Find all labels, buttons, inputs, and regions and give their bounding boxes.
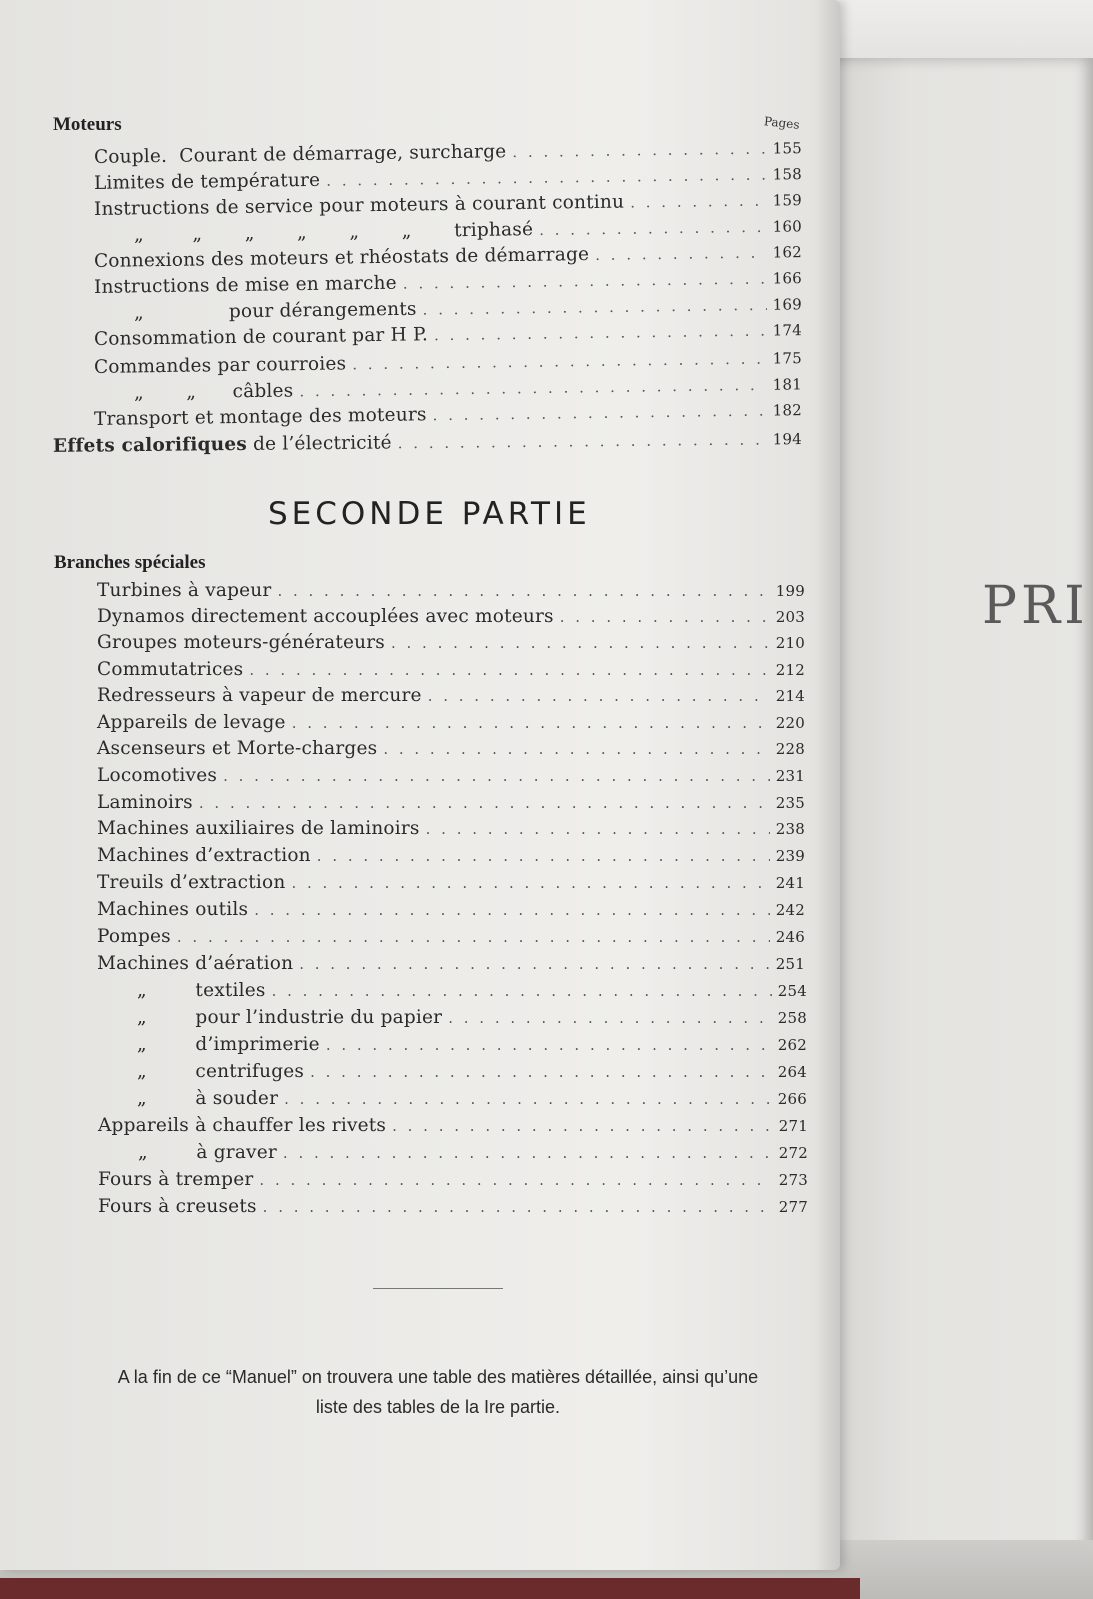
toc-row (137, 1061, 807, 1087)
toc-page: 228 (775, 740, 805, 758)
toc-label: Appareils à chauffer les rivets (98, 1115, 387, 1136)
toc-row (98, 1115, 808, 1141)
toc-row (98, 1169, 808, 1195)
toc-label: Limites de température (93, 169, 321, 194)
toc-label: Turbines à vapeur (97, 580, 272, 601)
toc-row (97, 685, 805, 711)
right-page (830, 58, 1093, 1558)
toc-row (137, 1034, 807, 1060)
part-heading: SECONDE PARTIE (268, 496, 591, 532)
toc-label: Pompes (97, 926, 171, 947)
toc-page: 175 (772, 349, 803, 368)
toc-label: Machines d’extraction (97, 845, 311, 866)
toc-label: „ pour dérangements (133, 298, 417, 324)
toc-label: Couple. Courant de démarrage, surcharge (93, 141, 507, 168)
toc-label: de l’électricité (246, 432, 392, 455)
toc-page: 158 (772, 165, 803, 184)
toc-page: 266 (777, 1090, 807, 1108)
toc-label: Dynamos directement accouplées avec moteurs (97, 606, 554, 627)
toc-label: Appareils de levage (97, 712, 286, 733)
toc-label: Commutatrices (97, 659, 244, 680)
toc-page: 239 (775, 847, 805, 865)
toc-row (97, 712, 805, 738)
toc-page: 169 (772, 295, 803, 314)
toc-label: Instructions de mise en marche (93, 272, 398, 298)
toc-label: Laminoirs (97, 792, 193, 813)
toc-label: „ à graver (138, 1142, 277, 1163)
right-page-title: PRI (982, 576, 1089, 636)
toc-page: 160 (772, 217, 803, 236)
toc-row (97, 738, 805, 764)
toc-page: 277 (778, 1198, 808, 1216)
toc-row (97, 792, 805, 818)
toc-label: „ „ „ „ „ „ triphasé (133, 219, 534, 246)
toc-page: 264 (777, 1063, 807, 1081)
toc-row (97, 845, 805, 871)
toc-row (97, 818, 805, 844)
toc-row (97, 606, 805, 632)
toc-page: 166 (772, 269, 803, 288)
toc-label: Fours à tremper (98, 1169, 254, 1190)
toc-label: Machines outils (97, 899, 249, 920)
toc-page: 199 (775, 582, 805, 600)
toc-row (97, 899, 805, 925)
toc-page: 271 (778, 1117, 808, 1135)
footnote-line-1: A la fin de ce “Manuel” on trouvera une table des matières détaillée, ainsi qu’une (117, 1367, 759, 1387)
toc-row (97, 659, 805, 685)
toc-page: 235 (775, 794, 805, 812)
toc-label: Fours à creusets (98, 1196, 257, 1217)
toc-label: Ascenseurs et Morte-charges (97, 738, 378, 759)
footnote (58, 1362, 818, 1422)
toc-page: 251 (775, 955, 805, 973)
toc-page: 246 (775, 928, 805, 946)
toc-page: 210 (775, 634, 805, 652)
toc-page: 258 (777, 1009, 807, 1027)
toc-label: Machines d’aération (97, 953, 294, 974)
toc-row (97, 953, 805, 979)
toc-label: „ d’imprimerie (137, 1034, 320, 1055)
toc-label: Connexions des moteurs et rhéostats de démarrage (93, 244, 590, 272)
toc-label: Commandes par courroies (93, 353, 347, 378)
toc-row (98, 1196, 808, 1222)
toc-label: „ à souder (137, 1088, 279, 1109)
toc-row (97, 872, 805, 898)
toc-page: 242 (775, 901, 805, 919)
toc-page: 212 (775, 661, 805, 679)
toc-page: 238 (775, 820, 805, 838)
pages-column-header: Pages (763, 114, 801, 132)
toc-row (97, 765, 805, 791)
toc-row (138, 1142, 808, 1168)
toc-label: „ pour l’industrie du papier (137, 1007, 443, 1028)
toc-page: 272 (778, 1144, 808, 1162)
toc-label: Machines auxiliaires de laminoirs (97, 818, 420, 839)
toc-label: Transport et montage des moteurs (93, 404, 427, 430)
toc-label: Treuils d’extraction (97, 872, 286, 893)
toc-page: 181 (772, 375, 803, 394)
toc-page: 155 (772, 139, 803, 158)
toc-page: 214 (775, 687, 805, 705)
toc-label: Locomotives (97, 765, 218, 786)
toc-label: Instructions de service pour moteurs à courant continu (93, 191, 625, 220)
toc-page: 254 (777, 982, 807, 1000)
toc-label: Consommation de courant par H P. (93, 324, 429, 350)
toc-page: 182 (772, 401, 803, 420)
toc-page: 231 (775, 767, 805, 785)
section-title-moteurs: Moteurs (53, 114, 122, 135)
toc-label: „ centrifuges (137, 1061, 305, 1082)
toc-page: 220 (775, 714, 805, 732)
toc-label-bold: Effets calorifiques (52, 433, 248, 457)
toc-row (97, 632, 805, 658)
toc-row (137, 1088, 807, 1114)
toc-label: Groupes moteurs-générateurs (97, 632, 385, 653)
toc-page: 162 (772, 243, 803, 262)
footnote-line-2: liste des tables de la Ire partie. (315, 1397, 561, 1417)
toc-row (97, 926, 805, 952)
toc-row (97, 580, 805, 606)
toc-label: Redresseurs à vapeur de mercure (97, 685, 422, 706)
toc-row (137, 1007, 807, 1033)
section-title-branches: Branches spéciales (54, 552, 206, 573)
toc-label: „ textiles (137, 980, 266, 1001)
divider-rule (373, 1288, 503, 1289)
book-cover-edge (0, 1578, 860, 1599)
toc-page: 241 (775, 874, 805, 892)
toc-page: 273 (778, 1171, 808, 1189)
toc-page: 194 (772, 430, 803, 449)
toc-page: 262 (777, 1036, 807, 1054)
toc-row (137, 980, 807, 1006)
toc-label: „ „ câbles (133, 380, 294, 404)
toc-page: 174 (772, 321, 803, 340)
toc-page: 159 (772, 191, 803, 210)
toc-page: 203 (775, 608, 805, 626)
